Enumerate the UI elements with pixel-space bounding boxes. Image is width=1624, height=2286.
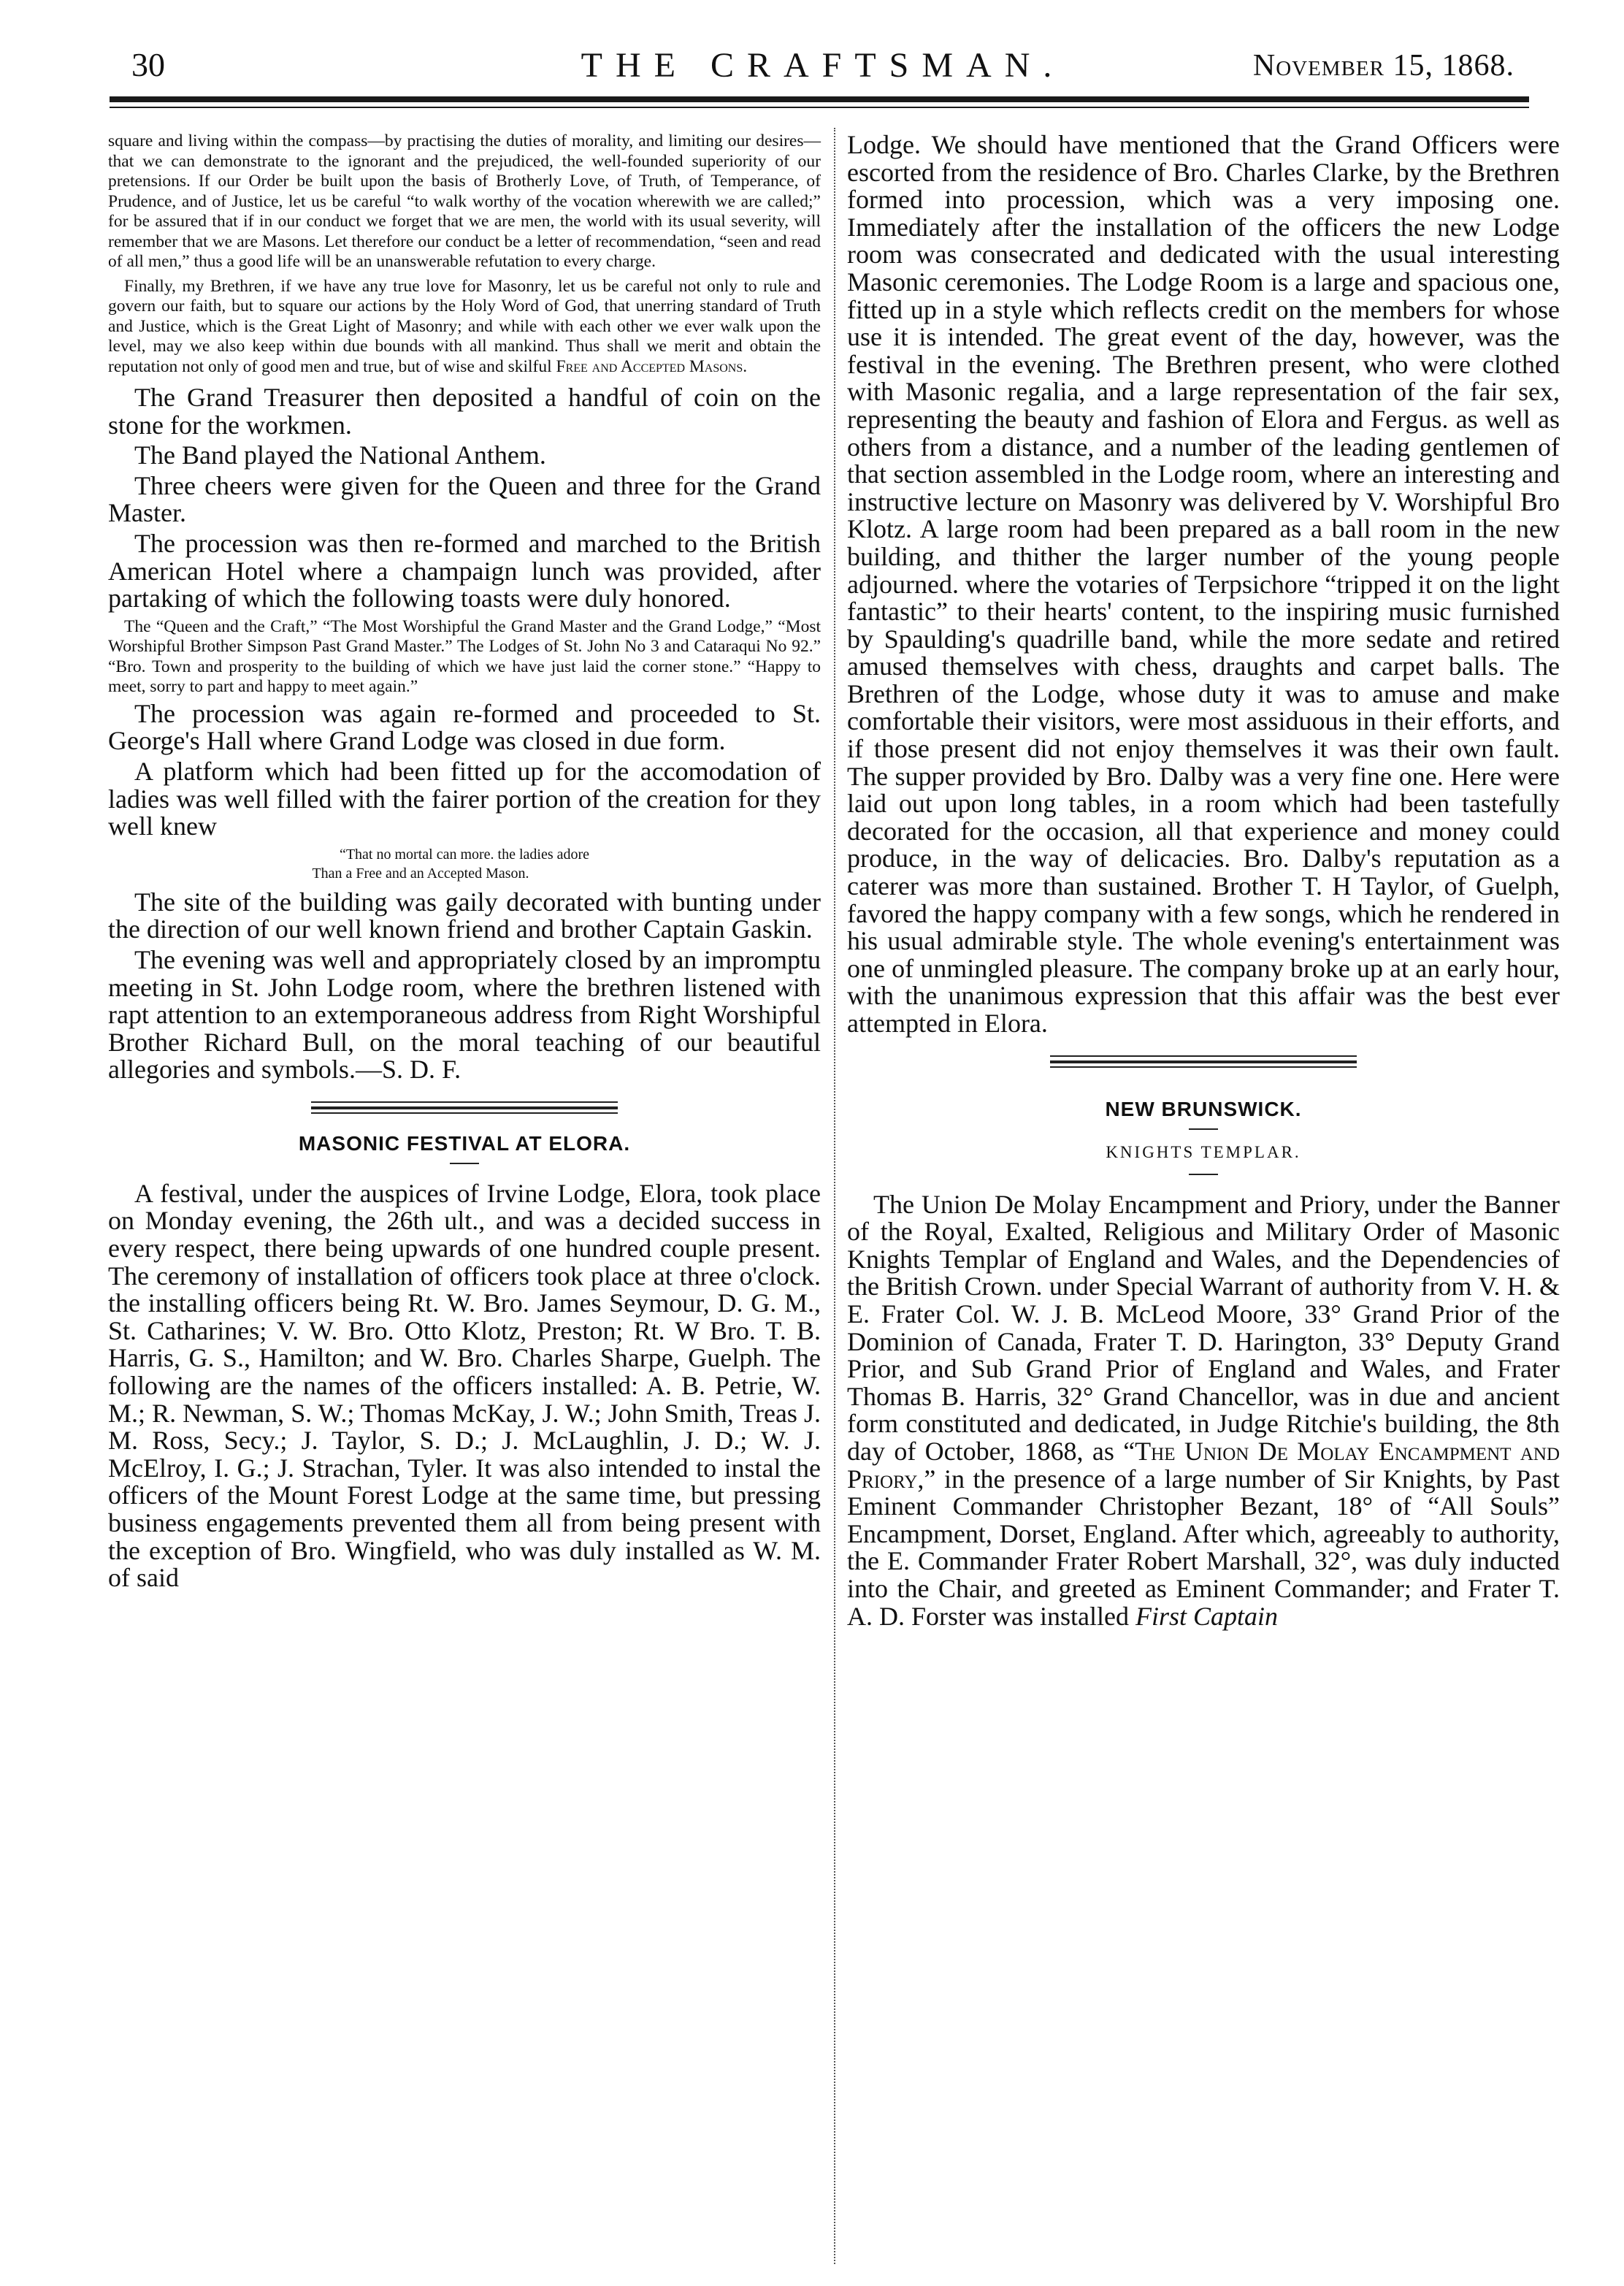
article-paragraph: A platform which had been fitted up for the accomodation of ladies was well filled with the fairer portion of the creation for they well knew: [108, 756, 821, 841]
toast-list: The “Queen and the Craft,” “The Most Worshipful the Grand Master and the Grand Lodge,” “Most Worshipful Brother Simpson Past Grand Master.” The Lodges of St. John No 3 and Cataraqui No 92.” “Bro. Town and prosperity to the building of which we have just laid the corner stone.” “Happy to meet, sorry to part and happy to meet again.”: [108, 616, 821, 697]
verse-line: “That no mortal can more. the ladies adore: [339, 846, 590, 863]
article-paragraph: The Grand Treasurer then deposited a handful of coin on the stone for the workmen.: [108, 383, 821, 440]
separator-line: [311, 1106, 618, 1109]
verse-line: Than a Free and an Accepted Mason.: [312, 865, 529, 882]
separator-line: [1050, 1060, 1357, 1063]
article-paragraph: Lodge. We should have mentioned that the Grand Officers were escorted from the residence of Bro. Charles Clarke, by the Brethren formed into procession, which was a very imposing one. Immediately after the installation of the officers the new Lodge room was consecrated and dedicated with the usual interesting Masonic ceremonies. The Lodge Room is a large and spacious one, fitted up in a style which reflects credit on the members for whose use it is intended. The great event of the day, however, was the festival in the evening. The Brethren present, who were clothed with Masonic regalia, and a large representation of the fair sex, representing the beauty and fashion of Elora and Fergus. as well as others from a distance, and a number of the leading gentlemen of that section assembled in the Lodge room, where an interesting and instructive lecture on Masonry was delivered by V. Worshipful Bro Klotz. A large room had been prepared as a ball room in the new building, and thither the larger number of the young people adjourned. where the votaries of Terpsichore “tripped it on the light fantastic” to their hearts' content, to the inspiring music furnished by Spaulding's quadrille band, while the more sedate and retired amused themselves with chess, draughts and carpet balls. The Brethren of the Lodge, whose duty it was to amuse and make comfortable their visitors, were most assiduous in their efforts, and if those present did not enjoy themselves it was their own fault. The supper provided by Bro. Dalby was a very fine one. Here were laid out upon long tables, in a room which had been tastefully decorated for the occasion, all that experience and money could produce, in the way of delicacies. Bro. Dalby's reputation as a caterer was more than sustained. Brother T. H Taylor, of Guelph, favored the happy company with a few songs, which he rendered in his usual admirable style. The whole evening's entertainment was one of unmingled pleasure. The company broke up at an early hour, with the unanimous expression that this affair was the best ever attempted in Elora.: [847, 130, 1560, 1038]
section-separator: [311, 1098, 618, 1115]
article-paragraph: The site of the building was gaily decorated with bunting under the direction of our well known friend and brother Captain Gaskin.: [108, 887, 821, 944]
left-column: [108, 131, 821, 1592]
article-paragraph: [108, 277, 821, 378]
article-paragraph: Three cheers were given for the Queen and three for the Grand Master.: [108, 470, 821, 528]
separator-line: [311, 1112, 618, 1114]
section-heading: NEW BRUNSWICK.: [1105, 1097, 1302, 1120]
article-paragraph: A festival, under the auspices of Irvine Lodge, Elora, took place on Monday evening, the 26th ult., and was a decided success in every respect, there being upwards of one hundred couple present. The ceremony of installation of officers took place at three o'clock. the installing officers being Rt. W. Bro. James Seymour, D. G. M., St. Catharines; V. W. Bro. Otto Klotz, Preston; Rt. W Bro. T. B. Harris, G. S., Hamilton; and W. Bro. Charles Sharpe, Guelph. The following are the names of the officers installed: A. B. Petrie, W. M.; R. Newman, S. W.; Thomas McKay, J. W.; John Smith, Treas J. M. Ross, Secy.; J. Taylor, S. D.; J. McLaughlin, J. D.; W. J. McElroy, I. G.; J. Strachan, Tyler. It was also intended to instal the officers of the Mount Forest Lodge at the same time, but pressing business engagements prevented them all from being present with the exception of Bro. Wingfield, who was duly installed as W. M. of said: [108, 1178, 821, 1593]
header-rule-thick: [110, 96, 1529, 102]
article-paragraph: The procession was again re-formed and proceeded to St. George's Hall where Grand Lodge was closed in due form.: [108, 698, 821, 756]
section-separator: [1050, 1052, 1357, 1069]
article-paragraph: [847, 1191, 1560, 1631]
article-paragraph: The evening was well and appropriately closed by an impromptu meeting in St. John Lodge room, where the brethren listened with rapt attention to an extemporaneous address from Right Worshipful Brother Richard Bull, on the moral teaching of our beautiful allegories and symbols.—S. D. F.: [108, 944, 821, 1085]
paragraph-text: in the presence of a large number of Sir Knights, by Past Eminent Commander Christopher Bezant, 18° of “All Souls” Encampment, Dorset, England. After which, agreeably to authority, the E. Commander Frater Robert Marshall, 32°, was duly inducted into the Chair, and greeted as Eminent Commander; and Frater T. A. D. Forster was installed: [847, 1464, 1560, 1631]
separator-line: [311, 1101, 618, 1103]
section-heading: MASONIC FESTIVAL AT ELORA.: [298, 1131, 631, 1155]
masthead: THE CRAFTSMAN.: [581, 46, 1065, 85]
paragraph-text: Finally, my Brethren, if we have any true love for Masonry, let us be careful not only to rule and govern our faith, but to square our actions by the Holy Word of God, that unerring standard of Truth and Justice, which is the Great Light of Masonry; and while with each other we ever walk upon the level, may we also keep within due bounds with all mankind. Thus shall we merit and obtain the reputation not only of good men and true, but of wise and skilful: [108, 276, 821, 376]
heading-dash: [1189, 1128, 1218, 1130]
right-column: [847, 131, 1560, 1630]
running-head: [131, 45, 1514, 92]
paragraph-text: The Union De Molay Encampment and Priory, under the Banner of the Royal, Exalted, Religious and Military Order of Masonic Knights Templar of England and Wales, and the Dependencies of the British Crown. under Special Warrant of authority from V. H. & E. Frater Col. W. J. B. McLeod Moore, 33° Grand Prior of the Dominion of Canada, Frater T. D. Harington, 33° Deputy Grand Prior, and Sub Grand Prior of England and Wales, and Frater Thomas B. Harris, 32° Grand Chancellor, was in due and ancient form constituted and dedicated, in Judge Ritchie's building, the 8th day of October, 1868, as: [847, 1189, 1560, 1466]
small-caps-text: “The Union De Molay Encampment and Priory,”: [847, 1436, 1560, 1494]
heading-dash: [450, 1163, 479, 1164]
separator-line: [1050, 1055, 1357, 1057]
heading-dash: [1189, 1174, 1218, 1175]
issue-date: November 15, 1868.: [1252, 49, 1514, 83]
article-paragraph: square and living within the compass—by practising the duties of morality, and limiting our desires—that we can demonstrate to the ignorant and the prejudiced, the well-founded superiority of our pretensions. If our Order be built upon the basis of Brotherly Love, of Truth, of Temperance, of Prudence, and of Justice, let us be careful “to walk worthy of the vocation wherewith we are called;” for be assured that if in our conduct we forget that we are men, the world with its usual severity, will remember that we are Masons. Let therefore our conduct be a letter of recommendation, “seen and read of all men,” thus a good life will be an unanswerable refutation to every charge.: [108, 131, 821, 271]
column-divider: [834, 128, 835, 2264]
header-rule-thin: [110, 107, 1529, 108]
article-paragraph: The procession was then re-formed and marched to the British American Hotel where a champaign lunch was provided, after partaking of which the following toasts were duly honored.: [108, 528, 821, 613]
separator-line: [1050, 1066, 1357, 1068]
italic-text: First Captain: [1135, 1601, 1278, 1631]
article-paragraph: The Band played the National Anthem.: [134, 440, 546, 470]
small-caps-text: Free and Accepted Masons.: [556, 356, 748, 376]
sub-heading: KNIGHTS TEMPLAR.: [1106, 1142, 1301, 1161]
page-number: 30: [131, 46, 165, 83]
